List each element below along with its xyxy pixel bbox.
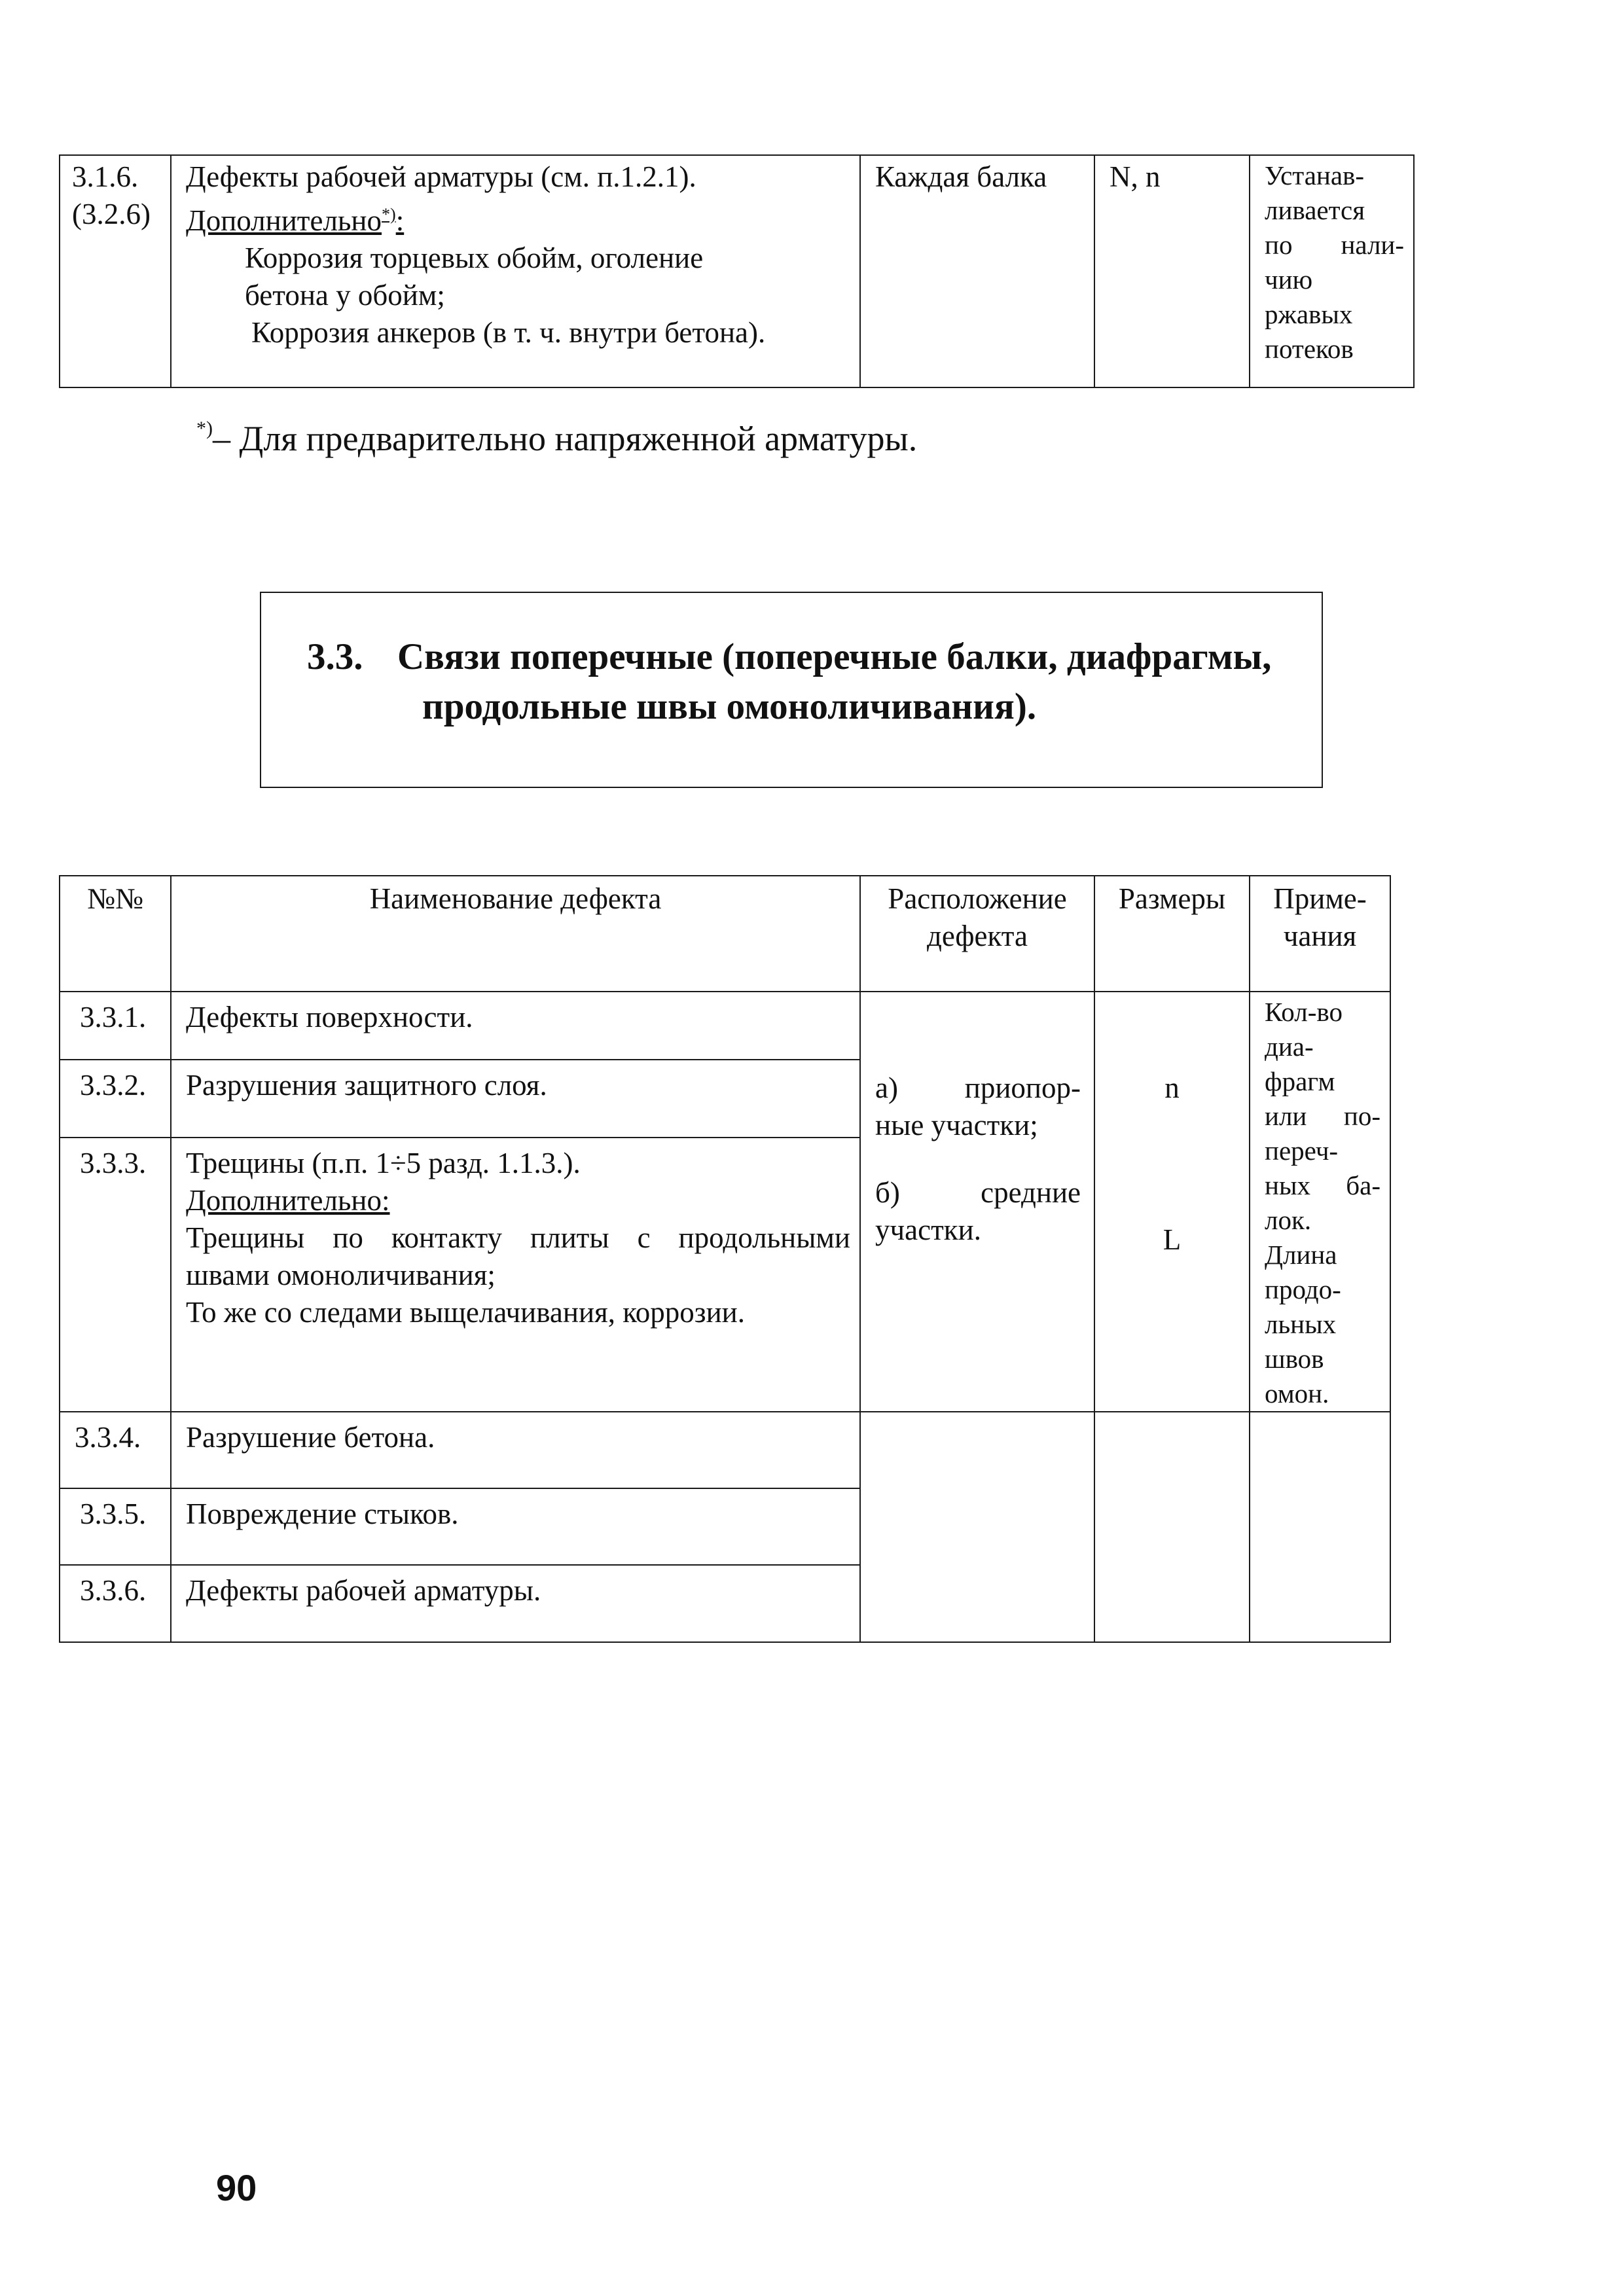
table-row — [60, 992, 1390, 1060]
size-a: n — [1164, 1071, 1180, 1104]
note-line: или по- — [1265, 1101, 1380, 1131]
section-defects-table — [59, 875, 1391, 1643]
sub-defect: Коррозия анкеров (в т. ч. внутри бетона). — [251, 316, 766, 349]
note-line: диа- — [1265, 1031, 1314, 1062]
note-line: переч- — [1265, 1136, 1339, 1166]
defect-name-cell — [171, 155, 860, 387]
note-line: швов — [1265, 1344, 1324, 1374]
note-line: Длина — [1265, 1240, 1337, 1270]
header-sizes: Размеры — [1094, 876, 1250, 992]
section-title-line1: Связи поперечные (поперечные балки, диафрагмы, — [397, 636, 1272, 677]
sizes-cell — [1094, 992, 1250, 1412]
size-b: L — [1163, 1223, 1182, 1256]
note-line: чию — [1265, 264, 1313, 295]
row-number-cell: 3.3.5. — [60, 1488, 171, 1565]
sub-defect: Коррозия торцевых обойм, оголение — [245, 242, 704, 274]
section-title-box — [260, 592, 1323, 788]
footnote-mark: *) — [196, 418, 213, 439]
sub-defect: То же со следами выщелачивания, коррозии. — [186, 1296, 745, 1329]
header-notes: Приме- чания — [1250, 876, 1390, 992]
section-title-line2: продольные швы омоноличивания). — [422, 686, 1037, 727]
header-num: №№ — [60, 876, 171, 992]
note-line: потеков — [1265, 334, 1354, 364]
row-number-cell: 3.3.6. — [60, 1565, 171, 1642]
note-line: по нали- — [1265, 230, 1404, 260]
section-number: 3.3. — [307, 636, 363, 677]
header-location: Расположение дефекта — [860, 876, 1094, 992]
sizes-text: N, n — [1110, 160, 1161, 193]
additional-label: Дополнительно: — [186, 1184, 390, 1217]
section-title — [307, 632, 1271, 732]
row-number: 3.1.6. — [72, 160, 139, 193]
note-line: льных — [1265, 1309, 1337, 1339]
sub-defect: Трещины по контакту плиты с продольными — [186, 1221, 850, 1255]
notes-cell — [1250, 992, 1390, 1412]
location-a: а) приопор- — [875, 1071, 1081, 1104]
notes-cell — [1250, 155, 1414, 387]
note-line: фрагм — [1265, 1066, 1335, 1096]
defect-name-cell: Разрушение бетона. — [171, 1412, 860, 1488]
header-name: Наименование дефекта — [171, 876, 860, 992]
note-line: ных ба- — [1265, 1170, 1380, 1200]
footnote-text: – Для предварительно напряженной арматуры. — [213, 419, 918, 458]
footnote-mark: *) — [382, 205, 396, 224]
row-number-cell: 3.3.1. — [60, 992, 171, 1060]
defect-name-cell: Трещины (п.п. 1÷5 разд. 1.1.3.). Дополнительно: Трещины по контакту плиты с продольными швами омоноличивания; То же со следами выщелачивания, коррозии. — [171, 1138, 860, 1412]
row-number-cell — [60, 155, 171, 387]
defect-name-cell: Повреждение стыков. — [171, 1488, 860, 1565]
row-number-alt: (3.2.6) — [72, 198, 151, 230]
note-line: ливается — [1265, 195, 1365, 225]
footnote — [196, 406, 917, 461]
top-defects-table — [59, 154, 1415, 388]
location-cell: а) приопор- ные участки; б) средние участки. — [860, 992, 1094, 1412]
table-row — [60, 1412, 1390, 1488]
sub-defect-cont: бетона у обойм; — [245, 279, 445, 312]
location-cell — [860, 155, 1094, 387]
additional-label: Дополнительно*): — [186, 204, 405, 237]
location-cell-empty — [860, 1412, 1094, 1642]
table-row — [60, 155, 1414, 387]
location-text: Каждая балка — [875, 160, 1047, 193]
row-number-cell: 3.3.3. — [60, 1138, 171, 1412]
note-line: продо- — [1265, 1274, 1341, 1304]
page-number: 90 — [216, 2167, 257, 2208]
location-b: б) средние — [875, 1176, 1081, 1209]
note-line: Устанав- — [1265, 160, 1365, 190]
defect-name-cell: Дефекты рабочей арматуры. — [171, 1565, 860, 1642]
note-line: ржавых — [1265, 299, 1353, 329]
notes-cell-empty — [1250, 1412, 1390, 1642]
defect-name: Дефекты рабочей арматуры (см. п.1.2.1). — [186, 160, 696, 193]
note-line: лок. — [1265, 1205, 1312, 1235]
defect-name-cell: Дефекты поверхности. — [171, 992, 860, 1060]
sizes-cell — [1094, 155, 1250, 387]
sizes-cell-empty — [1094, 1412, 1250, 1642]
row-number-cell: 3.3.4. — [60, 1412, 171, 1488]
note-line: Кол-во — [1265, 997, 1343, 1027]
row-number-cell: 3.3.2. — [60, 1060, 171, 1138]
defect-name-cell: Разрушения защитного слоя. — [171, 1060, 860, 1138]
table-header-row — [60, 876, 1390, 992]
note-line: омон. — [1265, 1378, 1329, 1408]
sub-defect-cont: швами омоноличивания; — [186, 1259, 496, 1292]
